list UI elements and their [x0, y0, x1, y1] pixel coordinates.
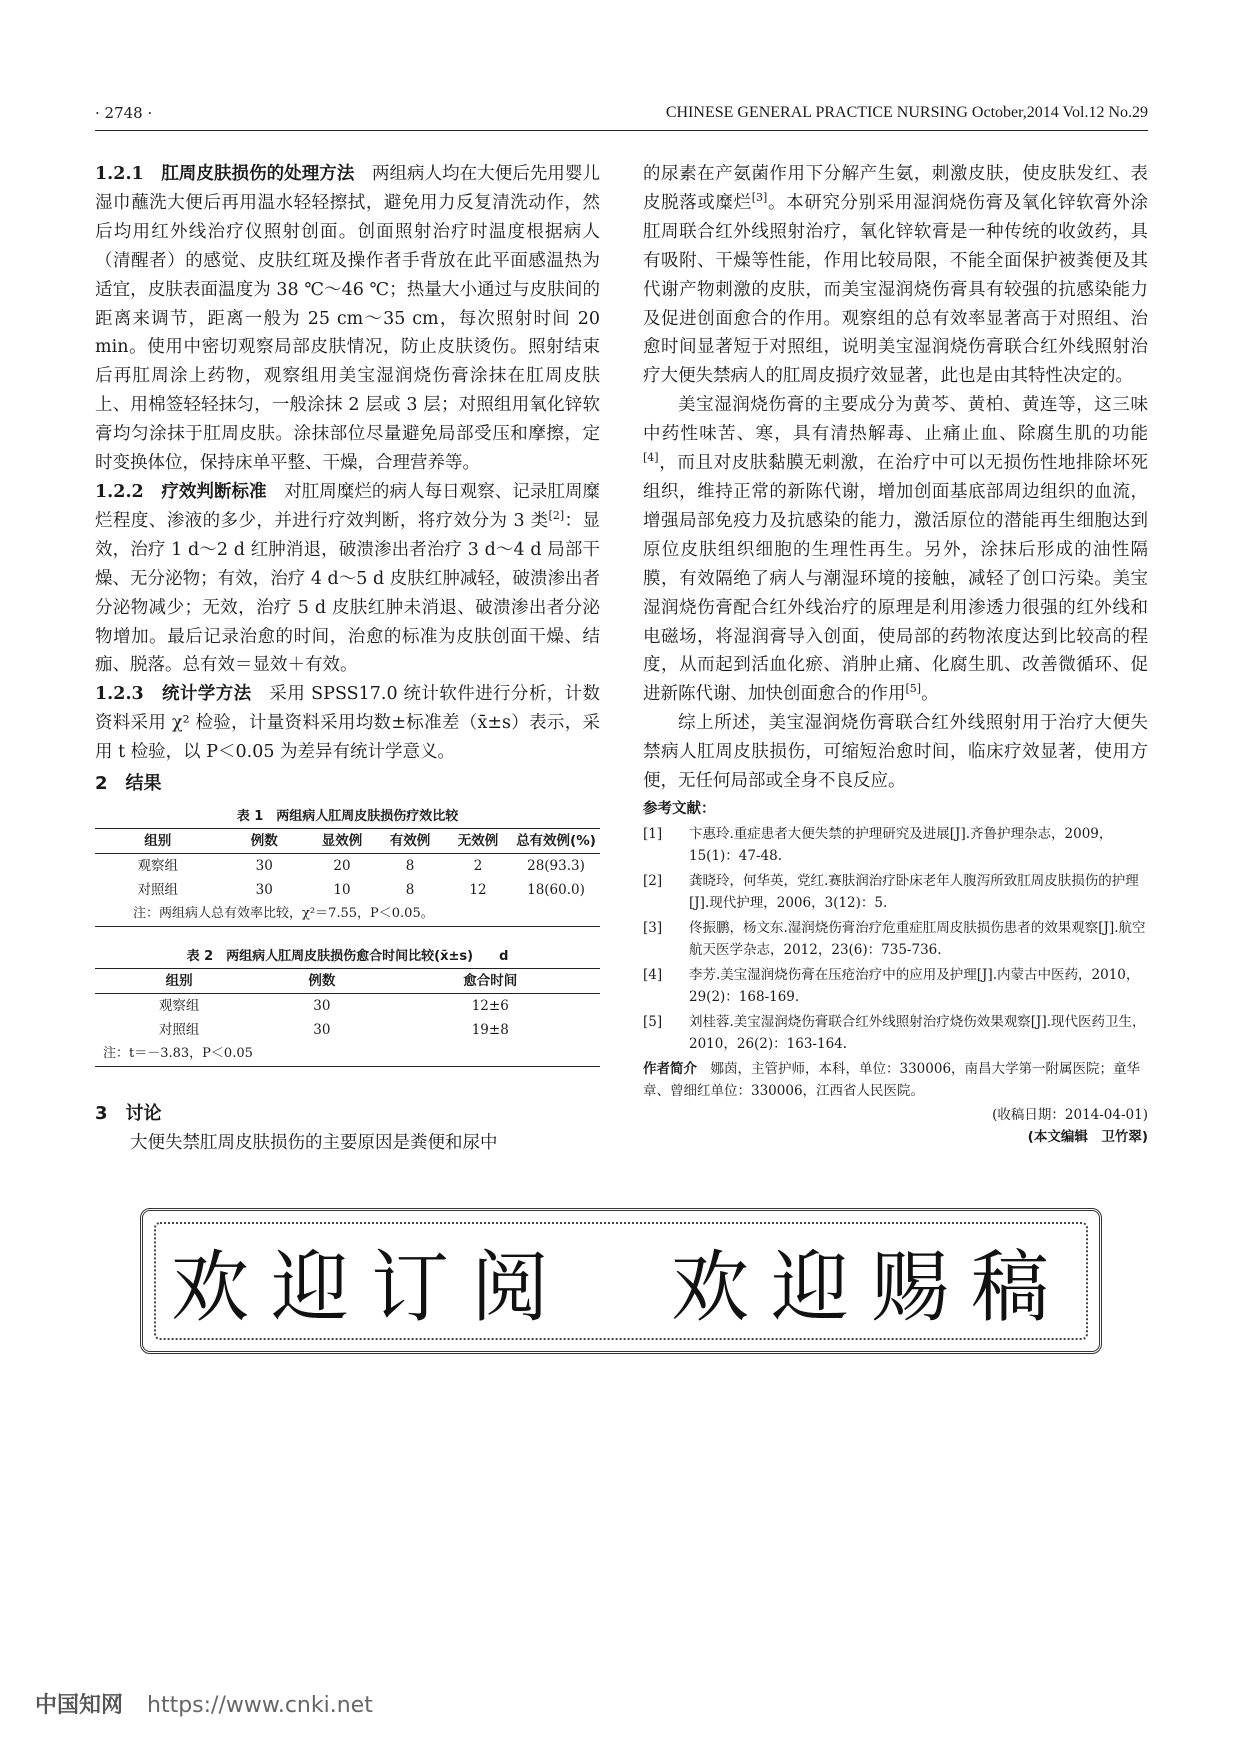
reference-item [643, 870, 1148, 914]
section-3-heading: 3 讨论 [95, 1103, 162, 1125]
section-text: 采用 SPSS17.0 统计软件进行分析，计数资料采用 χ² 检验，计量资料采用均数±标准差（x̄±s）表示，采用 t 检验，以 P＜0.05 为差异有统计学意义。 [95, 684, 601, 763]
table-cell: 对照组 [158, 1022, 200, 1039]
section-number: 1.2.2 [95, 481, 144, 502]
discussion-paragraph-1 [643, 160, 1148, 391]
table-cell: 30 [313, 1022, 331, 1039]
section-number: 1.2.3 [95, 684, 144, 705]
table-cell: 30 [255, 858, 273, 875]
table-cell: 12±6 [471, 998, 509, 1015]
reference-item [643, 964, 1148, 1008]
section-2-heading: 2 结果 [95, 773, 162, 795]
section-title: 统计学方法 [162, 684, 252, 705]
section-text: ：显效，治疗 1 d～2 d 红肿消退，破溃渗出者治疗 3 d～4 d 局部干燥、无分泌物；有效，治疗 4 d～5 d 皮肤红肿减轻，破溃渗出者分泌物减少；无效，治疗 5 d 皮肤红肿未消退、破溃渗出者分泌物增加。最后记录治愈的时间，治愈的标准为皮肤创面干燥、结痂、脱落。总有效＝显效＋有效。 [95, 510, 600, 676]
table-header: 例数 [263, 969, 380, 994]
table-cell: 18(60.0) [527, 882, 585, 899]
running-header [95, 104, 1148, 132]
table-row [95, 854, 600, 879]
section-title: 疗效判断标准 [161, 481, 267, 502]
table-header: 组别 [95, 969, 263, 994]
table-cell: 20 [333, 858, 351, 875]
reference-item [643, 823, 1148, 867]
left-column [95, 160, 600, 1158]
paragraph-text: 美宝湿润烧伤膏的主要成分为黄芩、黄柏、黄连等，这三味中药性味苦、寒，具有清热解毒、止痛止血、除腐生肌的功能 [643, 395, 1148, 445]
section-1-2-1 [95, 160, 600, 478]
citation: [2] [548, 509, 565, 523]
table-2-caption: 表 2 两组病人肛周皮肤损伤愈合时间比较(x̄±s) d [186, 949, 509, 965]
reference-list [643, 823, 1148, 1055]
table-2-note: 注：t＝－3.83，P＜0.05 [95, 1042, 600, 1067]
table-cell: 19±8 [471, 1022, 509, 1039]
banner-text: 欢迎订阅 欢迎赐稿 [170, 1243, 1071, 1333]
section-title: 肛周皮肤损伤的处理方法 [161, 164, 355, 184]
section-1-2-2 [95, 478, 600, 680]
paragraph-text: ，而且对皮肤黏膜无刺激，在治疗中可以无损伤性地排除坏死组织，维持正常的新陈代谢，增加创面基底部周边组织的血流，增强局部免疫力及抗感染的能力，激活原位的潜能再生细胞达到原位皮肤组织细胞的生理性再生。另外，涂抹后形成的油性隔膜，有效隔绝了病人与潮湿环境的接触，减轻了创口污染。美宝湿润烧伤膏配合红外线治疗的原理是利用渗透力很强的红外线和电磁场，将湿润膏导入创面，使局部的药物浓度达到比较高的程度，从而起到活血化瘀、消肿止痛、化腐生肌、改善微循环、促进新陈代谢、加快创面愈合的作用 [643, 453, 1148, 705]
table-cell: 28(93.3) [527, 858, 585, 875]
table-cell: 2 [473, 858, 483, 875]
table-cell: 10 [333, 882, 351, 899]
reference-item [643, 917, 1148, 961]
citation: [3] [751, 191, 768, 205]
table-cell: 对照组 [137, 882, 179, 899]
citation: [4] [643, 451, 659, 465]
table-1-note: 注：两组病人总有效率比较，χ²＝7.55，P＜0.05。 [95, 902, 600, 927]
reference-number: [5] [643, 1013, 663, 1030]
table-2 [95, 968, 600, 1067]
table-1-caption: 表 1 两组病人肛周皮肤损伤疗效比较 [236, 809, 459, 825]
section-1-2-3 [95, 680, 600, 767]
reference-item [643, 1011, 1148, 1055]
table-cell: 观察组 [137, 858, 179, 875]
journal-name: CHINESE GENERAL PRACTICE NURSING October,2014 Vol.12 No.29 [665, 104, 1148, 121]
cnki-url: https://www.cnki.net [147, 1693, 373, 1718]
editor-note: (本文编辑 卫竹翠) [1027, 1128, 1148, 1145]
header-rule [95, 130, 1148, 131]
subscription-banner [140, 1208, 1102, 1354]
table-header: 愈合时间 [381, 969, 601, 994]
discussion-paragraph-2 [643, 391, 1148, 709]
reference-text: 刘桂蓉.美宝湿润烧伤膏联合红外线照射治疗烧伤效果观察[J].现代医药卫生，2010，26(2)：163-164. [689, 1013, 1146, 1052]
reference-number: [3] [643, 919, 663, 936]
table-cell: 8 [405, 882, 415, 899]
page-number: · 2748 · [95, 104, 153, 122]
reference-text: 李芳.美宝湿润烧伤膏在压疮治疗中的应用及护理[J].内蒙古中医药，2010，29(2)：168-169. [689, 966, 1140, 1005]
reference-number: [2] [643, 872, 663, 889]
table-1 [95, 828, 600, 927]
section-text: 对肛周糜烂的病人每日观察、记录肛周糜烂程度、渗液的多少，并进行疗效判断，将疗效分为 3 类 [95, 481, 601, 531]
table-note-row [95, 902, 600, 927]
section-text: 两组病人均在大便后先用婴儿湿巾蘸洗大便后再用温水轻轻擦拭，避免用力反复清洗动作，然后均用红外线治疗仪照射创面。创面照射治疗时温度根据病人（清醒者）的感觉、皮肤红斑及操作者手背放在此平面感温热为适宜，皮肤表面温度为 38 ℃～46 ℃；热量大小通过与皮肤间的距离来调节，距离一般为 25 cm～35 cm，每次照射时间 20 min。使用中密切观察局部皮肤情况，防止皮肤烫伤。照射结束后再肛周涂上药物，观察组用美宝湿润烧伤膏涂抹在肛周皮肤上、用棉签轻轻抹匀，一般涂抹 2 层或 3 层；对照组用氧化锌软膏均匀涂抹于肛周皮肤。涂抹部位尽量避免局部受压和摩擦，定时变换体位，保持床单平整、干燥，合理营养等。 [95, 164, 601, 474]
conclusion-paragraph: 综上所述，美宝湿润烧伤膏联合红外线照射用于治疗大便失禁病人肛周皮肤损伤，可缩短治愈时间，临床疗效显著，使用方便，无任何局部或全身不良反应。 [643, 713, 1148, 792]
received-date: (收稿日期：2014-04-01) [992, 1106, 1148, 1123]
cnki-logo-text: 中国知网 [35, 1693, 124, 1718]
discussion-start: 大便失禁肛周皮肤损伤的主要原因是粪便和尿中 [130, 1133, 498, 1154]
table-cell: 12 [469, 882, 487, 899]
reference-text: 龚晓玲，何华英，党红.赛肤润治疗卧床老年人腹泻所致肛周皮肤损伤的护理[J].现代护理，2006，3(12)：5. [689, 872, 1139, 911]
table-row [95, 994, 600, 1019]
paragraph-text: 的尿素在产氨菌作用下分解产生氨，刺激皮肤，使皮肤发红、表皮脱落或糜烂 [643, 164, 1148, 213]
cnki-watermark [35, 1688, 373, 1719]
table-cell: 30 [255, 882, 273, 899]
table-header: 组别 [95, 829, 221, 854]
right-column [643, 160, 1148, 1148]
section-number: 1.2.1 [95, 164, 144, 184]
reference-text: 佟振鹏，杨文东.湿润烧伤膏治疗危重症肛周皮肤损伤患者的效果观察[J].航空航天医学杂志，2012，23(6)：735-736. [689, 919, 1146, 958]
table-row [95, 1018, 600, 1042]
table-header: 有效例 [376, 829, 444, 854]
author-text: 娜茵，主管护师，本科，单位：330006，南昌大学第一附属医院；童华章、曾细红单位：330006，江西省人民医院。 [643, 1060, 1141, 1099]
reference-number: [1] [643, 825, 663, 842]
paragraph-text: 。 [921, 684, 939, 705]
references-heading: 参考文献： [643, 800, 716, 817]
table-cell: 30 [313, 998, 331, 1015]
table-header: 无效例 [444, 829, 512, 854]
table-cell: 8 [405, 858, 415, 875]
paragraph-text: 。本研究分别采用湿润烧伤膏及氧化锌软膏外涂肛周联合红外线照射治疗，氧化锌软膏是一种传统的收敛药，具有吸附、干燥等性能，作用比较局限，不能全面保护被粪便及其代谢产物刺激的皮肤，而美宝湿润烧伤膏具有较强的抗感染能力及促进创面愈合的作用。观察组的总有效率显著高于对照组、治愈时间显著短于对照组，说明美宝湿润烧伤膏联合红外线照射治疗大便失禁病人的肛周皮损疗效显著，此也是由其特性决定的。 [643, 192, 1149, 387]
reference-text: 卞惠玲.重症患者大便失禁的护理研究及进展[J].齐鲁护理杂志，2009，15(1)：47-48. [689, 825, 1113, 864]
author-label: 作者简介 [643, 1060, 697, 1077]
reference-number: [4] [643, 966, 663, 983]
table-note-row [95, 1042, 600, 1067]
author-bio [643, 1058, 1148, 1102]
table-row [95, 878, 600, 902]
table-header: 总有效例(%) [512, 829, 600, 854]
table-header: 例数 [221, 829, 308, 854]
table-cell: 观察组 [158, 998, 200, 1015]
table-header: 显效例 [308, 829, 376, 854]
citation: [5] [905, 682, 922, 696]
